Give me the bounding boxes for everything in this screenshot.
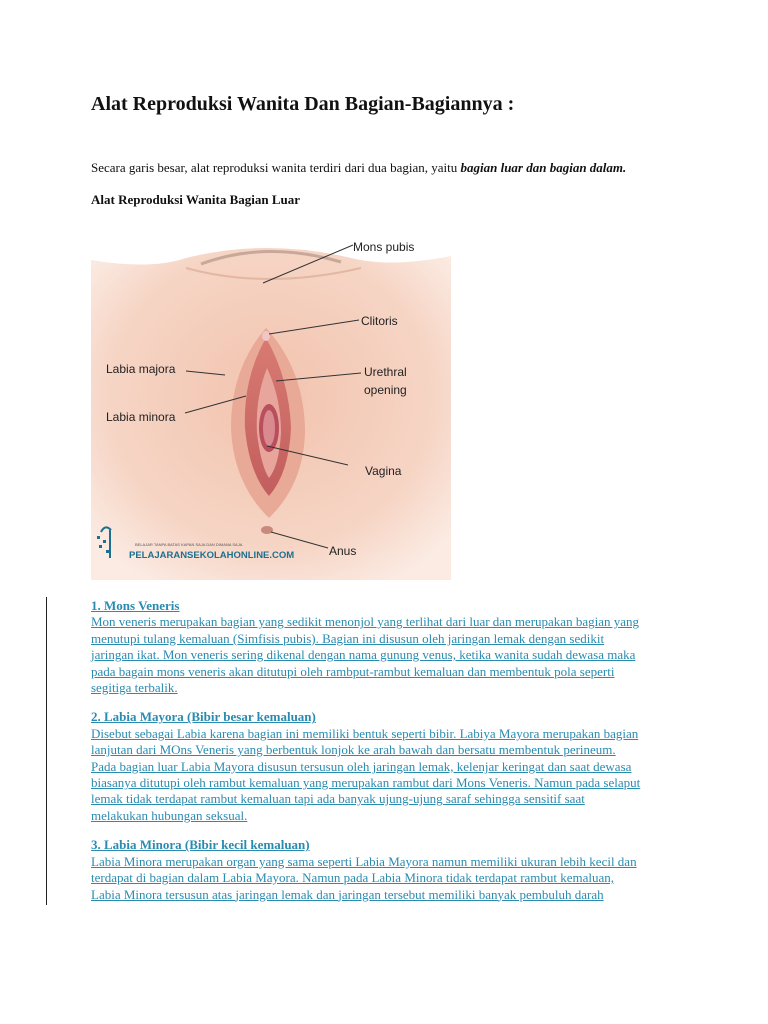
section-text-line[interactable]: pada bagain mons veneris akan ditutupi oleh rambput-rambut kemaluan dan membentuk pola seperti: [91, 663, 615, 679]
margin-bar: [46, 597, 47, 905]
section-text-line[interactable]: Labia Minora tersusun atas jaringan lemak dan jaringan tersebut memiliki banyak pembuluh darah: [91, 886, 604, 902]
section-text-line[interactable]: Disebut sebagai Labia karena bagian ini memiliki bentuk seperti bibir. Labiya Mayora merupakan bagian: [91, 725, 639, 741]
label-mons-pubis: Mons pubis: [353, 240, 415, 254]
anatomy-figure: [91, 228, 451, 580]
section-heading[interactable]: 2. Labia Mayora (Bibir besar kemaluan): [91, 709, 316, 725]
label-urethral-opening-2: opening: [364, 383, 407, 397]
anatomy-illustration: [91, 228, 451, 580]
section-text-line[interactable]: jaringan ikat. Mon veneris sering dikenal dengan nama gunung venus, ketika wanita sudah dewasa maka: [91, 647, 636, 663]
label-vagina: Vagina: [365, 464, 402, 478]
label-clitoris: Clitoris: [361, 314, 398, 328]
section-mons-veneris: [91, 598, 681, 696]
section-heading[interactable]: 3. Labia Minora (Bibir kecil kemaluan): [91, 837, 310, 853]
intro-paragraph: [91, 160, 626, 176]
section-text-line[interactable]: lemak tidak terdapat rambut kemaluan tapi ada banyak ujung-ujung saraf sehingga sensitif saat: [91, 791, 585, 807]
label-labia-majora: Labia majora: [106, 362, 176, 376]
section-text-line[interactable]: Pada bagian luar Labia Mayora disusun tersusun oleh jaringan lemak, kelenjar keringat dan saat dewasa: [91, 758, 632, 774]
section-text-line[interactable]: Mon veneris merupakan bagian yang sedikit menonjol yang terlihat dari luar dan merupakan bagian yang: [91, 614, 639, 630]
section-labia-mayora: [91, 709, 681, 824]
section-heading[interactable]: 1. Mons Veneris: [91, 598, 180, 613]
anus-shape: [261, 526, 273, 534]
page-title: Alat Reproduksi Wanita Dan Bagian-Bagiannya :: [91, 93, 515, 115]
section-subheading: Alat Reproduksi Wanita Bagian Luar: [91, 192, 301, 207]
section-text-line[interactable]: terdapat di bagian dalam Labia Mayora. Namun pada Labia Minora tidak terdapat rambut kemaluan,: [91, 870, 615, 886]
label-anus: Anus: [329, 544, 357, 558]
watermark-tagline: BELAJAR TANPA BATAS KAPAN SAJA DAN DIMANA SAJA: [135, 542, 243, 547]
clitoris-shape: [262, 331, 270, 341]
section-text-line[interactable]: lanjutan dari MOns Veneris yang berbentuk lonjok ke arah bawah dan bersatu membentuk perineum.: [91, 742, 616, 758]
section-text-line[interactable]: Labia Minora merupakan organ yang sama seperti Labia Mayora namun memiliki ukuran lebih kecil dan: [91, 853, 637, 869]
label-labia-minora: Labia minora: [106, 410, 176, 424]
section-text-line[interactable]: melakukan hubungan seksual.: [91, 807, 248, 823]
section-text-line[interactable]: biasanya ditutupi oleh rambut kemaluan yang merupakan rambut dari Mons Veneris. Namun pada selaput: [91, 775, 641, 791]
section-text-line[interactable]: segitiga terbalik.: [91, 680, 178, 696]
section-text-line[interactable]: menutupi tulang kemaluan (Simfisis pubis). Bagian ini disusun oleh jaringan lemak dengan sedikit: [91, 630, 605, 646]
section-labia-minora: [91, 837, 681, 903]
sections-list: [91, 598, 681, 916]
watermark-site: PELAJARANSEKOLAHONLINE.COM: [129, 550, 295, 561]
intro-emphasis: bagian luar dan bagian dalam.: [460, 160, 627, 175]
intro-text: Secara garis besar, alat reproduksi wanita terdiri dari dua bagian, yaitu: [91, 160, 461, 175]
label-urethral-opening-1: Urethral: [364, 365, 407, 379]
